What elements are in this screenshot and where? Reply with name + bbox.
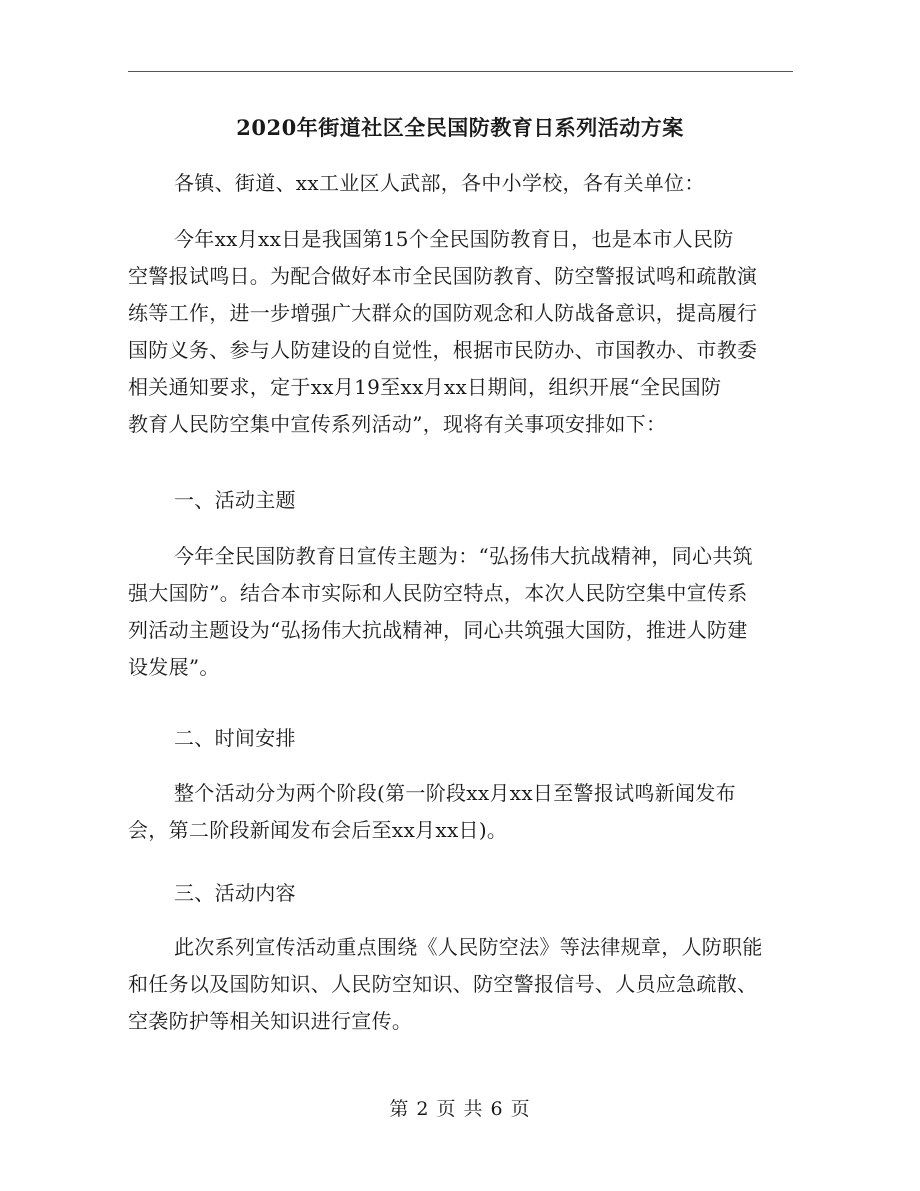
theme-line: 列活动主题设为“弘扬伟大抗战精神，同心共筑强大国防，推进人防建 [128, 618, 748, 642]
content-line: 和任务以及国防知识、人民防空知识、防空警报信号、人员应急疏散、 [128, 972, 758, 996]
intro-line: 教育人民防空集中宣传系列活动”，现将有关事项安排如下： [128, 412, 667, 436]
schedule-paragraph [128, 775, 793, 849]
intro-line: 国防义务、参与人防建设的自觉性，根据市民防办、市国教办、市教委 [128, 338, 758, 362]
intro-line: 空警报试鸣日。为配合做好本市全民国防教育、防空警报试鸣和疏散演 [128, 264, 758, 288]
section-heading-theme: 一、活动主题 [174, 488, 296, 512]
content-line: 此次系列宣传活动重点围绕《人民防空法》等法律规章，人防职能 [174, 935, 763, 959]
salutation: 各镇、街道、xx工业区人武部，各中小学校，各有关单位： [174, 171, 705, 195]
header-rule [128, 71, 793, 72]
document-title: 2020年街道社区全民国防教育日系列活动方案 [236, 115, 684, 140]
page-number: 第 2 页 共 6 页 [389, 1098, 531, 1120]
theme-line: 设发展”。 [128, 655, 220, 679]
theme-line: 今年全民国防教育日宣传主题为：“弘扬伟大抗战精神，同心共筑 [174, 544, 753, 568]
schedule-line: 整个活动分为两个阶段(第一阶段xx月xx日至警报试鸣新闻发布 [174, 781, 736, 805]
intro-line: 今年xx月xx日是我国第15个全民国防教育日，也是本市人民防 [174, 227, 734, 251]
section-heading-schedule: 二、时间安排 [174, 726, 296, 750]
content-line: 空袭防护等相关知识进行宣传。 [128, 1009, 413, 1033]
theme-paragraph [128, 538, 793, 686]
intro-line: 练等工作，进一步增强广大群众的国防观念和人防战备意识，提高履行 [128, 301, 758, 325]
section-heading-content: 三、活动内容 [174, 881, 296, 905]
theme-line: 强大国防”。结合本市实际和人民防空特点，本次人民防空集中宣传系 [128, 581, 748, 605]
intro-line: 相关通知要求，定于xx月19至xx月xx日期间，组织开展“全民国防 [128, 375, 722, 399]
intro-paragraph [128, 221, 793, 443]
schedule-line: 会，第二阶段新闻发布会后至xx月xx日)。 [128, 818, 508, 842]
content-paragraph [128, 929, 793, 1040]
